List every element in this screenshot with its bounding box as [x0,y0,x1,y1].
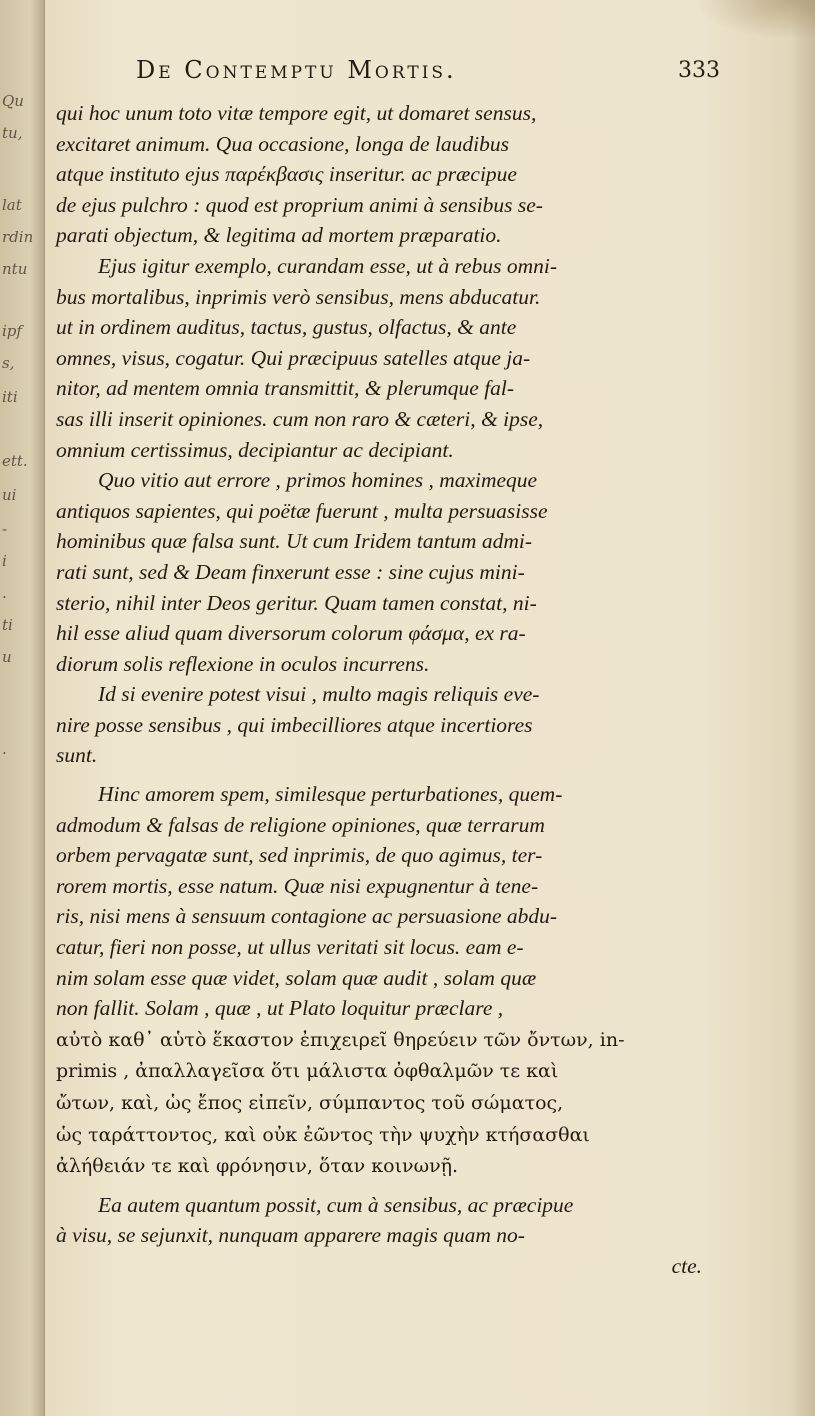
greek-quote-line: ὡς ταράττοντος, καὶ οὐκ ἐῶντος τὴν ψυχὴν κτήσασθαι [56,1123,590,1146]
text-line: atque instituto ejus παρέκβασις inseritur. ac præcipue [56,162,517,187]
text-line: hominibus quæ falsa sunt. Ut cum Iridem tantum admi- [56,529,532,554]
text-page [56,48,720,1282]
text-line: qui hoc unum toto vitæ tempore egit, ut domaret sensus, [56,101,537,125]
facing-page-gutter [0,0,45,1416]
text-line: Ea autem quantum possit, cum à sensibus, ac præcipue [98,1192,574,1217]
greek-quote-line: αὐτὸ καθ᾽ αὑτὸ ἕκαστον ἐπιχειρεῖ θηρεύειν τῶν ὄντων, in- [56,1028,625,1051]
text-line: admodum & falsas de religione opiniones, quæ terrarum [56,812,545,837]
paragraph [56,1190,716,1251]
text-line: parati objectum, & legitima ad mortem præparatio. [56,223,502,248]
text-line: Id si evenire potest visui , multo magis reliquis eve- [98,682,540,707]
paragraph [56,465,716,679]
gutter-fragment: iti [2,388,18,406]
text-line: hil esse aliud quam diversorum colorum φάσμα, ex ra- [56,621,526,646]
page-number: 333 [678,58,720,83]
text-line: Ejus igitur exemplo, curandam esse, ut à rebus omni- [98,253,558,278]
running-title: De Contemptu Mortis. [136,56,457,84]
text-line: sunt. [56,743,98,768]
text-line: rorem mortis, esse natum. Quæ nisi expugnentur à tene- [56,873,539,898]
gutter-fragment: Qu [2,92,24,110]
text-line: ut in ordinem auditus, tactus, gustus, olfactus, & ante [56,315,517,340]
text-line: nitor, ad mentem omnia transmittit, & plerumque fal- [56,376,515,401]
text-line: nire posse sensibus , qui imbecilliores atque incertiores [56,712,533,737]
gutter-fragment: tu, [2,124,23,142]
paragraph [56,98,716,251]
text-line: orbem pervagatæ sunt, sed inprimis, de quo agimus, ter- [56,843,543,868]
text-line: catur, fieri non posse, ut ullus veritati sit locus. eam e- [56,935,524,960]
paragraph [56,679,716,771]
text-line: omnes, visus, cogatur. Qui præcipuus satelles atque ja- [56,345,531,370]
paper-stain [695,0,815,40]
text-line: antiquos sapientes, qui poëtæ fuerunt , multa persuasisse [56,498,548,523]
text-line: ris, nisi mens à sensuum contagione ac persuasione abdu- [56,904,558,929]
gutter-fragment: rdin [2,228,34,246]
text-line: excitaret animum. Qua occasione, longa de laudibus [56,131,510,156]
text-line: diorum solis reflexione in oculos incurrens. [56,651,430,676]
text-line: sas illi inserit opiniones. cum non raro & cæteri, & ipse, [56,406,544,431]
gutter-fragment: . [2,584,7,602]
text-line: sterio, nihil inter Deos geritur. Quam tamen constat, ni- [56,590,537,615]
gutter-fragment: ipf [2,322,22,340]
text-line: de ejus pulchro : quod est proprium animi à sensibus se- [56,192,543,217]
catchword: cte. [671,1253,702,1278]
gutter-fragment: ntu [2,260,28,278]
text-line: non fallit. Solam , quæ , ut Plato loquitur præclare , [56,996,504,1021]
gutter-fragment: ett. [2,452,28,470]
paragraph [56,251,716,465]
gutter-fragment: ti [2,616,13,634]
gutter-fragment: . [2,740,7,758]
text-line: bus mortalibus, inprimis verò sensibus, mens abducatur. [56,284,541,309]
paragraph [56,779,716,1182]
gutter-fragment: lat [2,196,22,214]
text-line: omnium certissimus, decipiantur ac decipiant. [56,437,454,462]
greek-quote-line: ὤτων, καὶ, ὡς ἔπος εἰπεῖν, σύμπαντος τοῦ σώματος, [56,1092,564,1114]
running-head [56,48,720,90]
text-line: Quo vitio aut errore , primos homines , maximeque [98,468,538,493]
gutter-fragment: s, [2,354,15,372]
gutter-fragment: u [2,648,12,666]
greek-quote-line: ἀλήθειάν τε καὶ φρόνησιν, ὅταν κοινωνῇ. [56,1155,459,1178]
text-line: à visu, se sejunxit, nunquam apparere magis quam no- [56,1223,525,1248]
gutter-fragment: - [2,520,8,538]
gutter-fragment: ui [2,486,17,504]
text-line: Hinc amorem spem, similesque perturbationes, quem- [98,782,563,807]
body-text [56,98,716,1282]
greek-quote-line: primis , ἀπαλλαγεῖσα ὅτι μάλιστα ὀφθαλμῶν τε καὶ [56,1060,559,1083]
text-line: nim solam esse quæ videt, solam quæ audit , solam quæ [56,965,537,990]
text-line: rati sunt, sed & Deam finxerunt esse : sine cujus mini- [56,559,525,584]
gutter-fragment: i [2,552,7,570]
